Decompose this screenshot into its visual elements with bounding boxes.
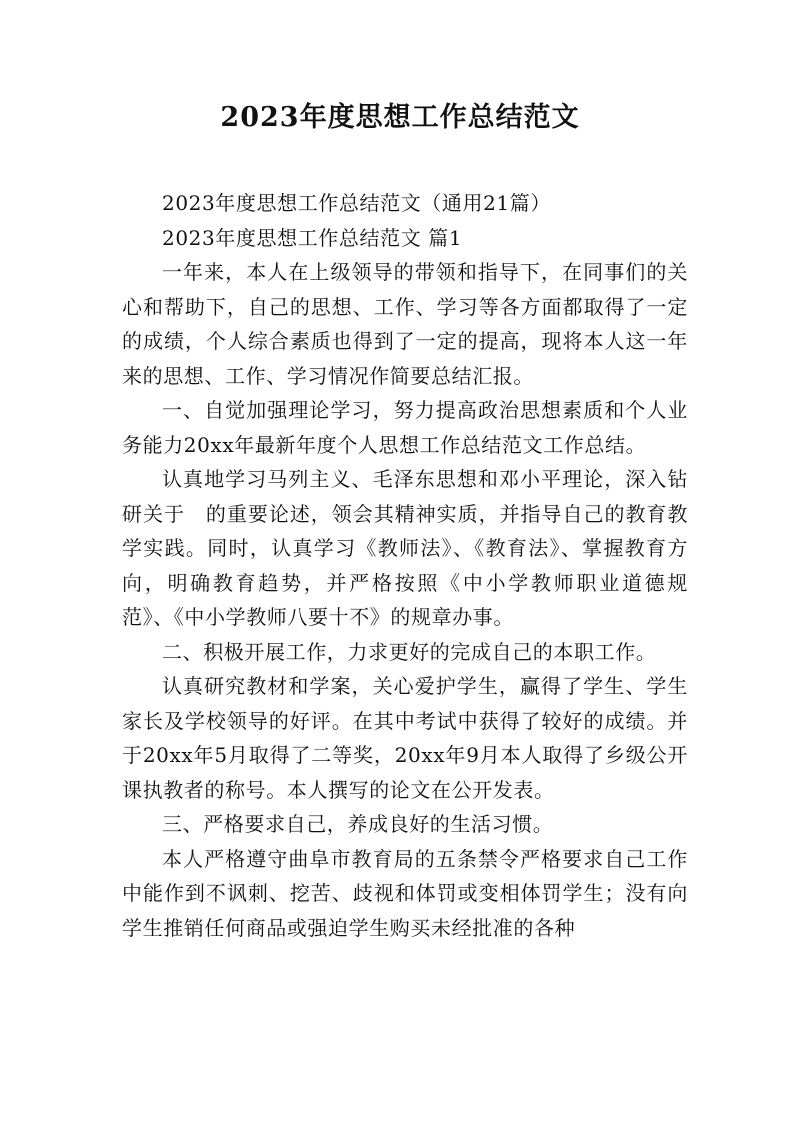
paragraph-subtitle: 2023年度思想工作总结范文（通用21篇） bbox=[162, 191, 551, 215]
paragraph-conduct-detail: 本人严格遵守曲阜市教育局的五条禁令严格要求自己工作中能作到不讽刺、挖苦、歧视和体罚或变相体罚学生；没有向学生推销任何商品或强迫学生购买未经批准的各种 bbox=[122, 846, 688, 940]
paragraph-section-heading: 2023年度思想工作总结范文 篇1 bbox=[162, 225, 463, 250]
document-body bbox=[122, 186, 688, 945]
paragraph-intro: 一年来，本人在上级领导的带领和指导下，在同事们的关心和帮助下，自己的思想、工作、学习等各方面都取得了一定的成绩，个人综合素质也得到了一定的提高，现将本人这一年来的思想、工作、学习情况作简要总结汇报。 bbox=[122, 260, 688, 388]
paragraph-point-three: 三、严格要求自己，养成良好的生活习惯。 bbox=[162, 812, 554, 836]
paragraph-work-detail: 认真研究教材和学案，关心爱护学生，赢得了学生、学生家长及学校领导的好评。在其中考试中获得了较好的成绩。并于20xx年5月取得了二等奖，20xx年9月本人取得了乡级公开课执教者的称号。本人撰写的论文在公开发表。 bbox=[122, 674, 688, 802]
paragraph-point-one: 一、自觉加强理论学习，努力提高政治思想素质和个人业务能力20xx年最新年度个人思想工作总结范文工作总结。 bbox=[122, 398, 688, 457]
paragraph-study-detail: 认真地学习马列主义、毛泽东思想和邓小平理论，深入钻研关于 的重要论述，领会其精神实质，并指导自己的教育教学实践。同时，认真学习《教师法》、《教育法》、掌握教育方向，明确教育趋势，并严格按照《中小学教师职业道德规范》、《中小学教师八要十不》的规章办事。 bbox=[122, 467, 688, 629]
document-title: 2023年度思想工作总结范文 bbox=[220, 102, 580, 133]
paragraph-point-two: 二、积极开展工作，力求更好的完成自己的本职工作。 bbox=[162, 639, 657, 664]
